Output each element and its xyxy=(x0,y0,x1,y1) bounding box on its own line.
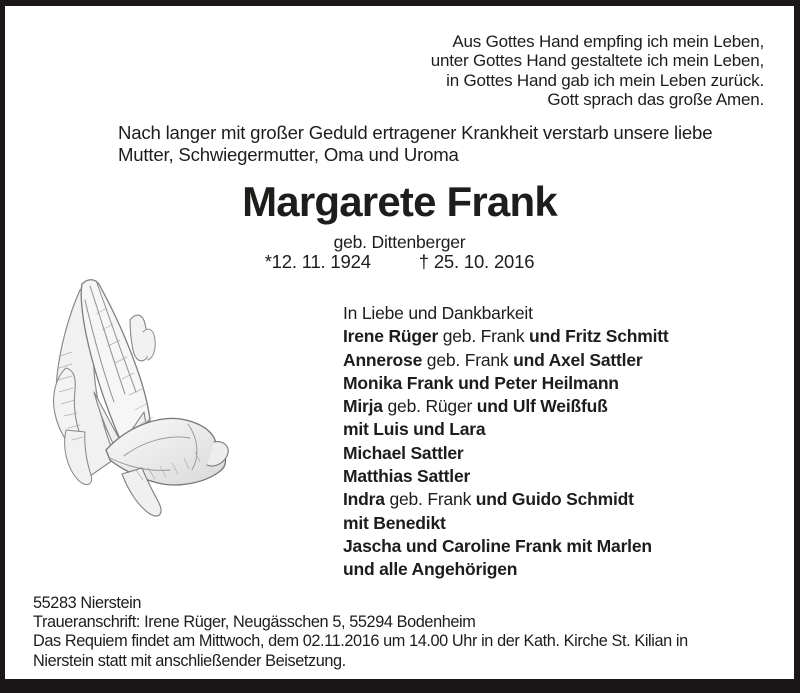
footer-info xyxy=(33,594,688,671)
intro-line: Mutter, Schwiegermutter, Oma und Uroma xyxy=(118,143,459,165)
deceased-name: Margarete Frank xyxy=(242,178,557,225)
mourner-line: Irene Rüger geb. Frank und Fritz Schmitt xyxy=(343,326,669,347)
maiden-name: geb. Dittenberger xyxy=(333,232,466,252)
verse-line: in Gottes Hand gab ich mein Leben zurück. xyxy=(446,70,764,90)
verse-line: Gott sprach das große Amen. xyxy=(547,90,764,110)
life-dates xyxy=(5,251,794,273)
footer-line: Traueranschrift: Irene Rüger, Neugässchen 5, 55294 Bodenheim xyxy=(33,613,476,632)
mourner-line: Monika Frank und Peter Heilmann xyxy=(343,372,619,393)
birth-date: *12. 11. 1924 xyxy=(264,251,371,272)
praying-hands-image xyxy=(40,272,240,520)
verse-line: Aus Gottes Hand empfing ich mein Leben, xyxy=(452,32,764,51)
footer-line: Das Requiem findet am Mittwoch, dem 02.11.2016 um 14.00 Uhr in der Kath. Kirche St. Kilian in xyxy=(33,632,688,651)
memorial-verse xyxy=(431,32,764,110)
intro-text xyxy=(118,122,712,166)
mourner-line: Michael Sattler xyxy=(343,442,464,463)
mourner-line: mit Luis und Lara xyxy=(343,419,486,440)
mourner-line: In Liebe und Dankbarkeit xyxy=(343,303,533,323)
verse-line: unter Gottes Hand gestaltete ich mein Leben, xyxy=(430,51,764,71)
footer-line: Nierstein statt mit anschließender Beisetzung. xyxy=(33,651,346,670)
footer-line: 55283 Nierstein xyxy=(33,594,142,612)
intro-line: Nach langer mit großer Geduld ertragener Krankheit verstarb unsere liebe xyxy=(118,122,713,143)
mourner-line: Annerose geb. Frank und Axel Sattler xyxy=(343,349,643,370)
mourner-line: und alle Angehörigen xyxy=(343,559,518,580)
mourner-line: Matthias Sattler xyxy=(343,466,471,487)
mourner-line: Jascha und Caroline Frank mit Marlen xyxy=(343,535,652,556)
mourner-line: Indra geb. Frank und Guido Schmidt xyxy=(343,489,634,510)
death-date: † 25. 10. 2016 xyxy=(418,251,535,272)
mourner-line: mit Benedikt xyxy=(343,512,446,533)
mourners-list xyxy=(343,302,669,582)
mourner-line: Mirja geb. Rüger und Ulf Weißfuß xyxy=(343,396,608,417)
